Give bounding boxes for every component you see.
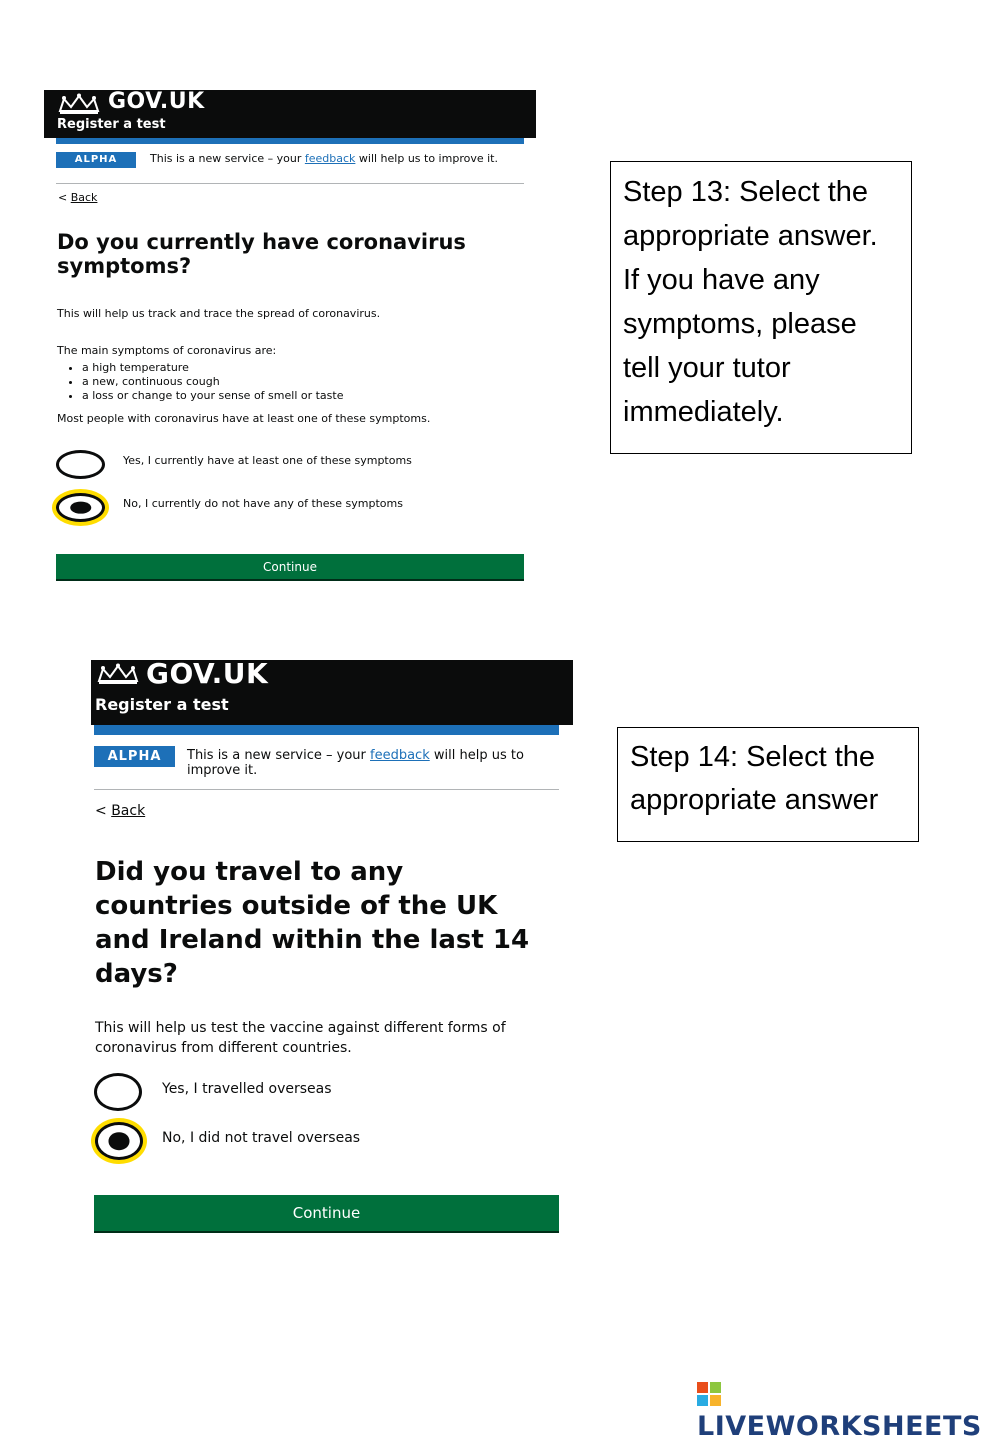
- radio-yes-travelled-label[interactable]: Yes, I travelled overseas: [162, 1081, 332, 1097]
- symptom-item: • a high temperature: [82, 361, 522, 375]
- govuk-header: [44, 90, 536, 138]
- intro-text: This will help us test the vaccine against different forms of coronavirus from different countries.: [95, 1020, 506, 1056]
- intro-text: This will help us track and trace the spread of coronavirus.: [57, 307, 381, 320]
- crown-icon: [95, 663, 141, 685]
- crown-icon: [56, 93, 102, 115]
- page-question: Did you travel to any countries outside of the UK and Ireland within the last 14 days?: [95, 857, 530, 989]
- govuk-header: [91, 657, 573, 725]
- radio-no-travelled[interactable]: [95, 1122, 143, 1160]
- radio-no-symptoms[interactable]: [56, 493, 105, 522]
- back-link[interactable]: [58, 191, 97, 204]
- liveworksheets-logo: [697, 1376, 1000, 1444]
- phase-banner-text: [187, 748, 567, 778]
- chevron-left-icon: <: [58, 191, 71, 204]
- step-13-box: [610, 161, 912, 454]
- feedback-link[interactable]: feedback: [304, 152, 356, 165]
- banner-divider: [94, 789, 559, 790]
- step-14-box: [617, 727, 919, 842]
- symptoms-list: [60, 361, 522, 403]
- govuk-logo-text[interactable]: GOV.UK: [146, 657, 269, 690]
- alpha-tag: ALPHA: [56, 152, 136, 168]
- liveworksheets-text: LIVEWORKSHEETS: [697, 1411, 982, 1442]
- radio-no-travelled-label[interactable]: No, I did not travel overseas: [162, 1130, 361, 1146]
- banner-divider: [56, 183, 524, 184]
- banner-text-after: will help us to improve it.: [355, 152, 498, 165]
- service-name[interactable]: Register a test: [57, 117, 166, 132]
- radio-yes-symptoms[interactable]: [56, 450, 105, 479]
- symptoms-intro: The main symptoms of coronavirus are:: [57, 344, 277, 357]
- symptom-item: • a loss or change to your sense of smell or taste: [82, 389, 522, 403]
- govuk-logo-text[interactable]: GOV.UK: [108, 89, 205, 114]
- page-question: Do you currently have coronavirus symptoms?: [57, 230, 466, 278]
- symptom-item: • a new, continuous cough: [82, 375, 522, 389]
- radio-no-symptoms-label[interactable]: No, I currently do not have any of these symptoms: [123, 497, 403, 510]
- back-link[interactable]: [95, 803, 145, 819]
- banner-text-after: will help us to improve it.: [187, 748, 524, 778]
- radio-yes-symptoms-label[interactable]: Yes, I currently have at least one of these symptoms: [123, 454, 412, 467]
- symptoms-note: Most people with coronavirus have at least one of these symptoms.: [57, 412, 431, 425]
- header-blue-bar: [94, 725, 559, 735]
- screenshot-step-14: [91, 657, 573, 1240]
- continue-button[interactable]: Continue: [56, 554, 524, 579]
- chevron-left-icon: <: [95, 803, 112, 819]
- banner-text-before: This is a new service – your: [150, 152, 305, 165]
- step-13-text: Step 13: Select the appropriate answer. If you have any symptoms, please tell your tutor immediately.: [623, 176, 878, 428]
- back-link-text[interactable]: Back: [70, 191, 98, 204]
- liveworksheets-icon: [697, 1382, 721, 1406]
- step-14-text: Step 14: Select the appropriate answer: [630, 741, 879, 816]
- continue-button[interactable]: Continue: [94, 1195, 559, 1231]
- banner-text-before: This is a new service – your: [187, 748, 371, 763]
- radio-yes-travelled[interactable]: [94, 1073, 142, 1111]
- phase-banner-text: [150, 153, 530, 164]
- alpha-tag: ALPHA: [94, 746, 175, 767]
- service-name[interactable]: Register a test: [95, 695, 229, 714]
- feedback-link[interactable]: feedback: [370, 748, 430, 763]
- header-blue-bar: [56, 138, 524, 144]
- back-link-text[interactable]: Back: [111, 803, 146, 819]
- screenshot-step-13: [44, 90, 536, 585]
